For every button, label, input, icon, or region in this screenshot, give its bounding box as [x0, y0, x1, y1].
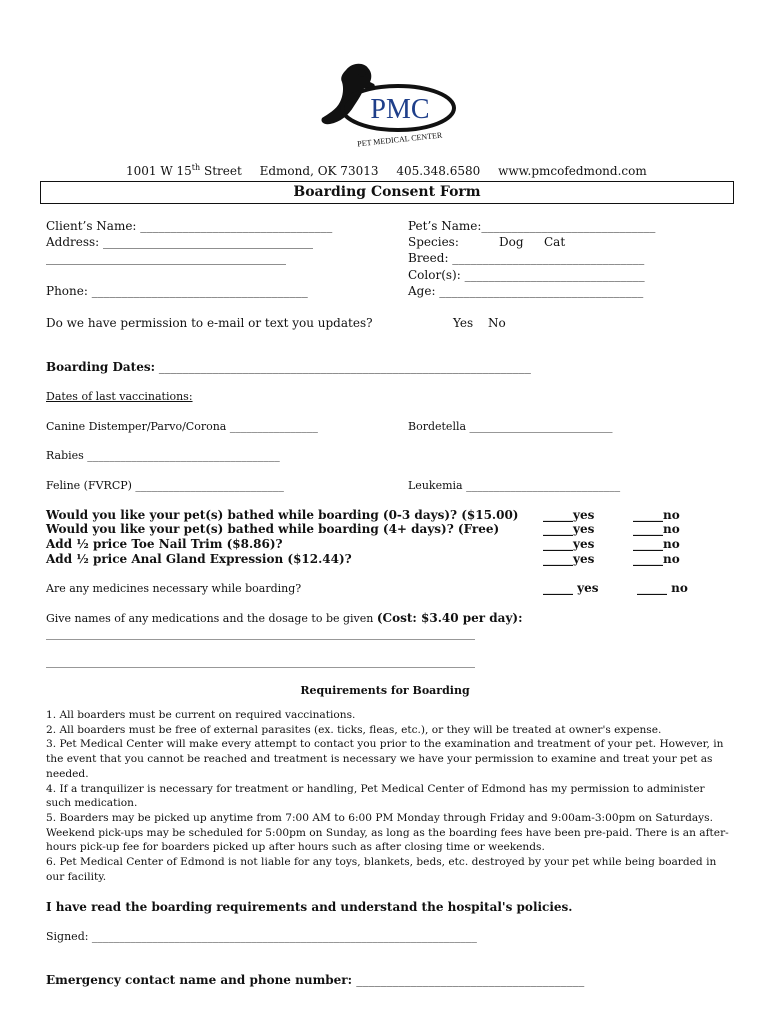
species-label: Species: — [408, 235, 459, 249]
nail-trim-yes[interactable]: _____yes — [543, 537, 595, 551]
rabies-field[interactable]: Rabies ___________________________________ — [46, 449, 280, 462]
species-dog-option[interactable]: Dog — [499, 235, 524, 249]
emergency-contact-label: Emergency contact name and phone number: — [46, 973, 357, 987]
address-line2-field[interactable]: ________________________________________ — [46, 251, 286, 265]
emergency-contact-field[interactable]: Emergency contact name and phone number: ______________________________________ — [46, 973, 585, 987]
anal-gland-question: Add ½ price Anal Gland Expression ($12.44)? — [46, 552, 352, 566]
bordetella-field[interactable]: Bordetella __________________________ — [408, 420, 613, 433]
species-field — [408, 235, 566, 249]
pmc-logo — [318, 60, 458, 148]
permission-yes-option[interactable]: Yes — [453, 316, 474, 330]
dog-logo-icon — [318, 60, 458, 148]
svg-text:PMC: PMC — [370, 94, 430, 125]
nail-trim-question: Add ½ price Toe Nail Trim ($8.86)? — [46, 537, 283, 551]
breed-field[interactable]: Breed: ________________________________ — [408, 251, 645, 265]
requirement-item: 3. Pet Medical Center will make every attempt to contact you prior to the examination and treatment of your pet. However, in the event that you cannot be reached and treatment is necessary we have your permission to examine and treat your pet as needed. — [46, 738, 724, 780]
vaccinations-heading: Dates of last vaccinations: — [46, 390, 193, 403]
bath-long-no[interactable]: _____no — [633, 522, 680, 536]
requirement-item: 6. Pet Medical Center of Edmond is not liable for any toys, blankets, beds, etc. destroyed by your pet while being boarded in our facility. — [46, 856, 717, 883]
canine-vaccine-field[interactable]: Canine Distemper/Parvo/Corona ________________ — [46, 420, 318, 433]
requirement-item: 5. Boarders may be picked up anytime from 7:00 AM to 6:00 PM Monday through Friday and 9:00am-3:00pm on Saturdays. Weekend pick-ups may be scheduled for 5:00pm on Sunday, as long as the boarding fees have been pre-paid. There is an after-hours pick-up fee for boarders picked up after hours such as after closing time or weekends. — [46, 811, 729, 854]
requirements-title: Requirements for Boarding — [300, 684, 470, 697]
phone-number: 405.348.6580 — [396, 164, 481, 178]
requirements-list — [46, 708, 730, 884]
requirement-item: 4. If a tranquilizer is necessary for treatment or handling, Pet Medical Center of Edmond has my permission to administer such medication. — [46, 782, 705, 810]
street: 1001 W 15th Street — [126, 163, 242, 178]
form-title: Boarding Consent Form — [40, 181, 734, 204]
boarding-dates-field[interactable]: Boarding Dates: ______________________________________________________________ — [46, 360, 531, 374]
medication-line-1[interactable]: ______________________________________________________________________________ — [46, 627, 475, 640]
svg-text:PET MEDICAL CENTER: PET MEDICAL CENTER — [356, 130, 443, 148]
medication-line-2[interactable]: ______________________________________________________________________________ — [46, 655, 475, 668]
requirement-item: 2. All boarders must be free of external parasites (ex. ticks, fleas, etc.), or they will be treated at owner's expense. — [46, 723, 662, 736]
species-cat-option[interactable]: Cat — [544, 235, 566, 249]
bath-short-question: Would you like your pet(s) bathed while boarding (0-3 days)? ($15.00) — [46, 508, 519, 522]
leukemia-field[interactable]: Leukemia ____________________________ — [408, 479, 621, 492]
age-field[interactable]: Age: __________________________________ — [408, 284, 644, 298]
signature-field[interactable]: Signed: ______________________________________________________________________ — [46, 930, 477, 943]
acknowledge-statement: I have read the boarding requirements and understand the hospital's policies. — [46, 900, 573, 914]
address-field[interactable]: Address: ___________________________________ — [46, 235, 314, 249]
permission-question: Do we have permission to e-mail or text you updates? — [46, 316, 373, 330]
client-name-field[interactable]: Client’s Name: ________________________________ — [46, 219, 333, 233]
permission-no-option[interactable]: No — [488, 316, 506, 330]
medication-names-prompt: Give names of any medications and the dosage to be given (Cost: $3.40 per day): — [46, 611, 523, 625]
address-line — [126, 163, 647, 178]
medicine-question: Are any medicines necessary while boarding? — [46, 582, 302, 595]
nail-trim-no[interactable]: _____no — [633, 537, 680, 551]
phone-field[interactable]: Phone: ____________________________________ — [46, 284, 308, 298]
bath-long-yes[interactable]: _____yes — [543, 522, 595, 536]
city: Edmond, OK 73013 — [259, 164, 379, 178]
anal-gland-yes[interactable]: _____yes — [543, 552, 595, 566]
medicine-no[interactable]: _____ no — [637, 581, 688, 595]
medicine-yes[interactable]: _____ yes — [543, 581, 599, 595]
requirement-item: 1. All boarders must be current on required vaccinations. — [46, 709, 356, 721]
bath-short-no[interactable]: _____no — [633, 508, 680, 522]
website: www.pmcofedmond.com — [498, 164, 647, 178]
pet-name-field[interactable]: Pet’s Name:_____________________________ — [408, 219, 656, 233]
boarding-dates-label: Boarding Dates: — [46, 360, 156, 374]
anal-gland-no[interactable]: _____no — [633, 552, 680, 566]
color-field[interactable]: Color(s): ______________________________ — [408, 268, 645, 282]
feline-field[interactable]: Feline (FVRCP) ___________________________ — [46, 479, 284, 492]
bath-long-question: Would you like your pet(s) bathed while boarding (4+ days)? (Free) — [46, 522, 500, 536]
bath-short-yes[interactable]: _____yes — [543, 508, 595, 522]
